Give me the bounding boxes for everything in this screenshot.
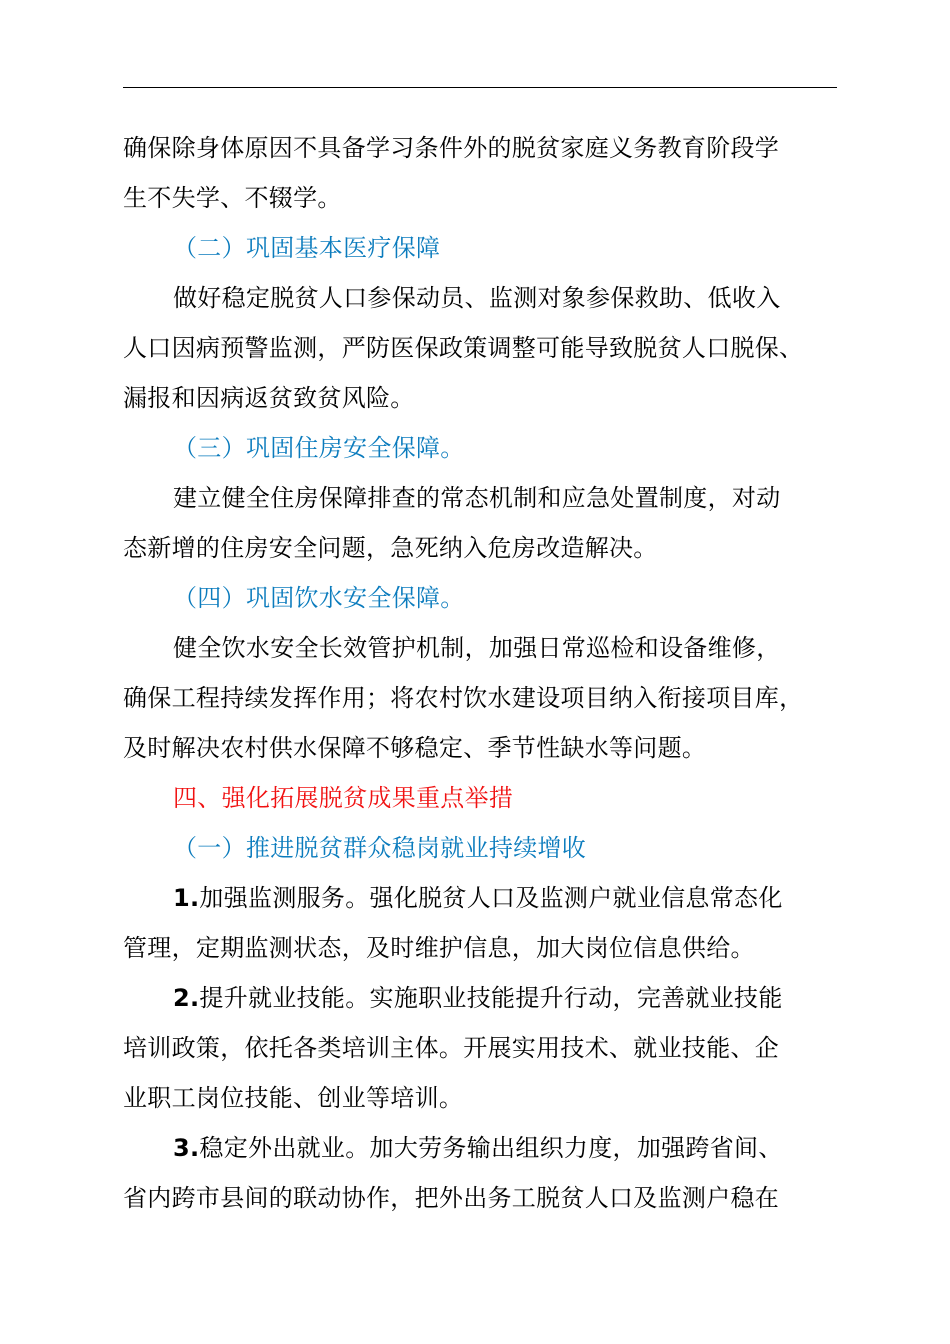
item-text: 加强监测服务。强化脱贫人口及监测户就业信息常态化 bbox=[199, 884, 783, 912]
item-text: 提升就业技能。实施职业技能提升行动，完善就业技能 bbox=[199, 984, 783, 1012]
paragraph-line: 建立健全住房保障排查的常态机制和应急处置制度，对动 bbox=[173, 484, 781, 512]
paragraph-line: 及时解决农村供水保障不够稳定、季节性缺水等问题。 bbox=[123, 734, 707, 762]
item-text: 稳定外出就业。加大劳务输出组织力度，加强跨省间、 bbox=[199, 1134, 783, 1162]
subheading-employment: （一）推进脱贫群众稳岗就业持续增收 bbox=[173, 834, 587, 862]
paragraph-line: 管理，定期监测状态，及时维护信息，加大岗位信息供给。 bbox=[123, 934, 755, 962]
paragraph-line: 确保工程持续发挥作用；将农村饮水建设项目纳入衔接项目库， bbox=[123, 684, 804, 712]
paragraph-line: 省内跨市县间的联动协作，把外出务工脱贫人口及监测户稳在 bbox=[123, 1184, 780, 1212]
item-number: 1. bbox=[173, 884, 200, 912]
numbered-item-line bbox=[123, 1123, 868, 1173]
subheading-medical: （二）巩固基本医疗保障 bbox=[173, 234, 441, 262]
paragraph-line: 业职工岗位技能、创业等培训。 bbox=[123, 1084, 464, 1112]
item-number: 3. bbox=[173, 1134, 200, 1162]
section-heading: 四、强化拓展脱贫成果重点举措 bbox=[173, 784, 514, 812]
paragraph-line: 人口因病预警监测，严防医保政策调整可能导致脱贫人口脱保、 bbox=[123, 334, 804, 362]
paragraph-line: 做好稳定脱贫人口参保动员、监测对象参保救助、低收入 bbox=[173, 284, 781, 312]
subheading-housing: （三）巩固住房安全保障。 bbox=[173, 434, 465, 462]
paragraph-line: 培训政策，依托各类培训主体。开展实用技术、就业技能、企 bbox=[123, 1034, 780, 1062]
item-number: 2. bbox=[173, 984, 200, 1012]
numbered-item-line bbox=[123, 973, 868, 1023]
numbered-item-line bbox=[123, 873, 868, 923]
paragraph-line: 漏报和因病返贫致贫风险。 bbox=[123, 384, 415, 412]
paragraph-line: 健全饮水安全长效管护机制，加强日常巡检和设备维修， bbox=[173, 634, 781, 662]
subheading-water: （四）巩固饮水安全保障。 bbox=[173, 584, 465, 612]
paragraph-line: 生不失学、不辍学。 bbox=[123, 184, 342, 212]
header-rule bbox=[123, 87, 837, 88]
document-body bbox=[123, 123, 868, 1223]
paragraph-line: 确保除身体原因不具备学习条件外的脱贫家庭义务教育阶段学 bbox=[123, 134, 780, 162]
paragraph-line: 态新增的住房安全问题，急死纳入危房改造解决。 bbox=[123, 534, 658, 562]
